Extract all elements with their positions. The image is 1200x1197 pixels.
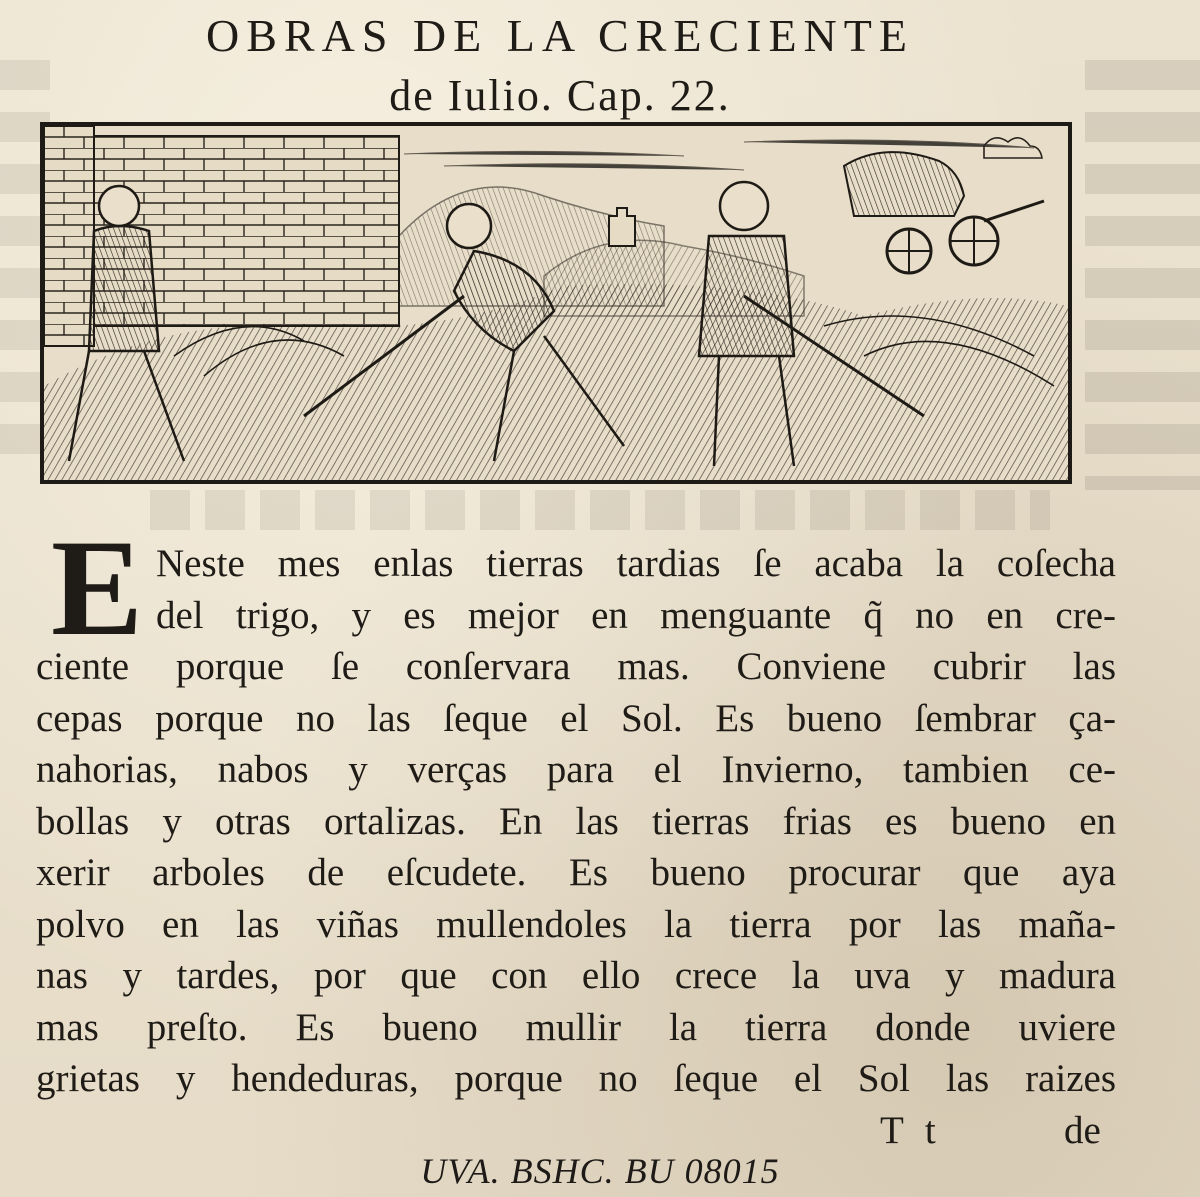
body-line-9: nas y tardes, por que con ello crece la uva y madura bbox=[36, 954, 1116, 997]
body-line-3: ciente porque ſe conſervara mas. Conviene cubrir las bbox=[36, 645, 1116, 688]
body-line-4: cepas porque no las ſeque el Sol. Es bueno ſembrar ça- bbox=[36, 696, 1116, 740]
body-line-11: grietas y hendeduras, porque no ſeque el Sol las raizes bbox=[36, 1057, 1116, 1100]
show-through-right bbox=[1085, 60, 1200, 490]
library-shelfmark: UVA. BSHC. BU 08015 bbox=[420, 1151, 780, 1191]
page-footer bbox=[0, 1108, 1200, 1152]
body-line-7: xerir arboles de eſcudete. Es bueno procurar que aya bbox=[36, 851, 1116, 894]
body-line-2: del trigo, y es mejor en menguante q̃ no en cre- bbox=[156, 593, 1116, 637]
woodcut-illustration bbox=[44, 126, 1068, 480]
body-line-1: Neste mes enlas tierras tardias ſe acaba la coſecha bbox=[156, 542, 1116, 585]
catchword: de bbox=[1064, 1109, 1101, 1152]
body-line-5: nahorias, nabos y verças para el Invierno, tambien ce- bbox=[36, 748, 1116, 791]
body-line-8: polvo en las viñas mullendoles la tierra por las maña- bbox=[36, 902, 1116, 946]
gathering-signature: T t bbox=[880, 1109, 942, 1152]
show-through-lower bbox=[150, 490, 1050, 530]
body-line-10: mas preſto. Es bueno mullir la tierra donde uviere bbox=[36, 1005, 1116, 1049]
body-line-6: bollas y otras ortalizas. En las tierras frias es bueno en bbox=[36, 799, 1116, 843]
drop-cap-initial: E bbox=[50, 511, 144, 664]
chapter-subtitle: de Iulio. Cap. 22. bbox=[389, 71, 731, 120]
body-paragraph bbox=[36, 538, 1116, 1105]
harvest-woodcut bbox=[40, 122, 1072, 484]
chapter-title: OBRAS DE LA CRECIENTE bbox=[206, 10, 914, 61]
